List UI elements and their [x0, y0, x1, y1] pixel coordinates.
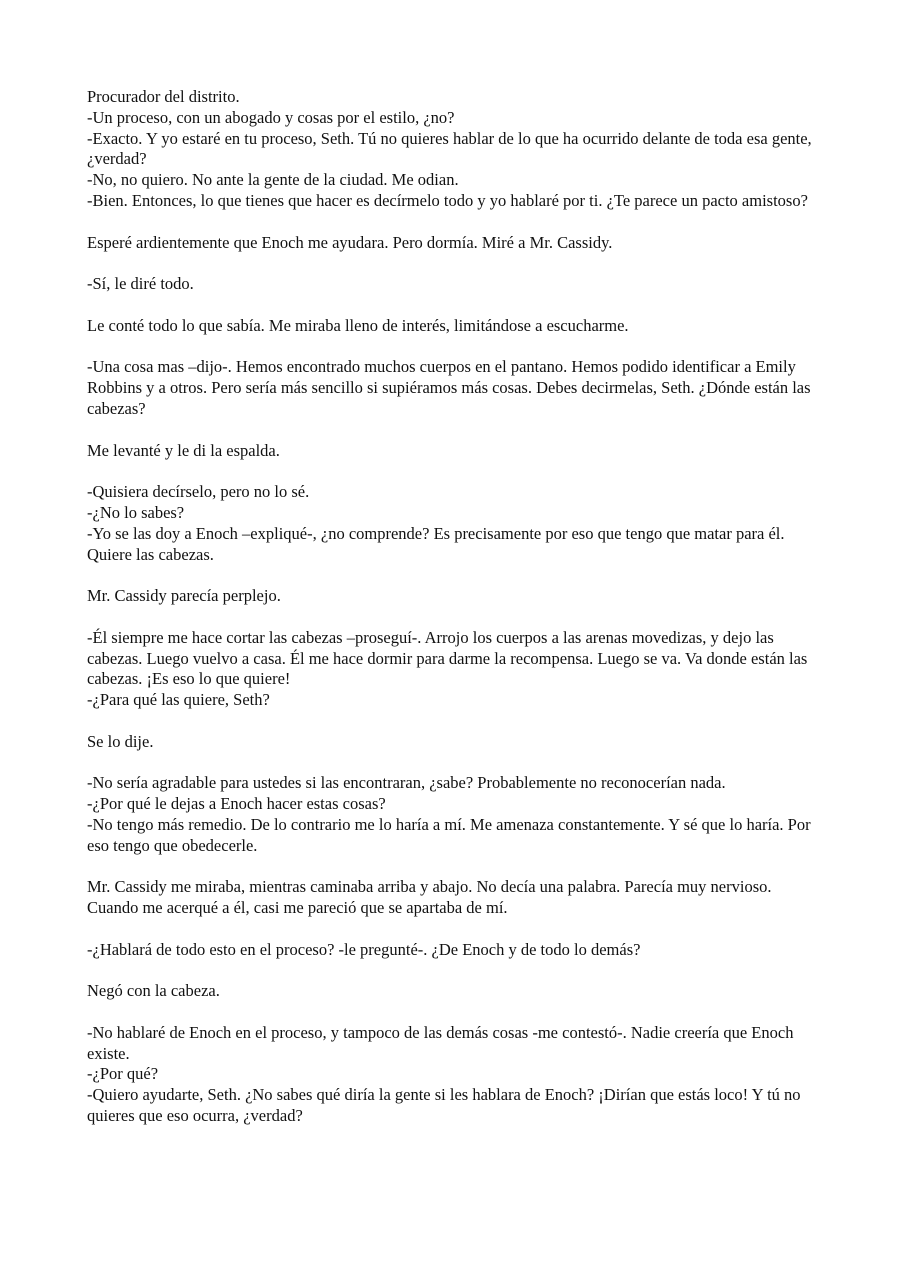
- text-line: -¿Por qué le dejas a Enoch hacer estas cosas?: [87, 794, 386, 814]
- text-line: -¿Para qué las quiere, Seth?: [87, 690, 270, 710]
- text-line: Mr. Cassidy me miraba, mientras caminaba arriba y abajo. No decía una palabra. Parecía muy nervioso. Cuando me acerqué a él, casi me pareció que se apartaba de mí.: [87, 877, 772, 918]
- text-line: -Exacto. Y yo estaré en tu proceso, Seth. Tú no quieres hablar de lo que ha ocurrido delante de toda esa gente, ¿verdad?: [87, 128, 812, 169]
- text-line: Mr. Cassidy parecía perplejo.: [87, 586, 281, 606]
- paragraph: [87, 357, 819, 419]
- paragraph: [87, 482, 819, 565]
- text-line: -No hablaré de Enoch en el proceso, y tampoco de las demás cosas -me contestó-. Nadie creería que Enoch existe.: [87, 1022, 794, 1063]
- text-line: -Un proceso, con un abogado y cosas por el estilo, ¿no?: [87, 107, 455, 127]
- paragraph: [87, 441, 819, 462]
- text-line: -No tengo más remedio. De lo contrario me lo haría a mí. Me amenaza constantemente. Y sé que lo haría. Por eso tengo que obedecerle.: [87, 814, 811, 855]
- paragraph: [87, 233, 819, 254]
- text-line: -No sería agradable para ustedes si las encontraran, ¿sabe? Probablemente no reconocerían nada.: [87, 773, 726, 793]
- text-line: -Yo se las doy a Enoch –expliqué-, ¿no comprende? Es precisamente por eso que tengo que matar para él. Quiere las cabezas.: [87, 523, 785, 564]
- text-line: Esperé ardientemente que Enoch me ayudara. Pero dormía. Miré a Mr. Cassidy.: [87, 232, 613, 252]
- text-line: -¿Hablará de todo esto en el proceso? -le pregunté-. ¿De Enoch y de todo lo demás?: [87, 939, 641, 959]
- text-line: -Él siempre me hace cortar las cabezas –proseguí-. Arrojo los cuerpos a las arenas movedizas, y dejo las cabezas. Luego vuelvo a casa. Él me hace dormir para darme la recompensa. Luego se va. Va donde están las cabezas. ¡Es eso lo que quiere!: [87, 627, 808, 689]
- paragraph: [87, 87, 819, 212]
- text-line: Le conté todo lo que sabía. Me miraba lleno de interés, limitándose a escucharme.: [87, 315, 629, 335]
- text-line: -Quisiera decírselo, pero no lo sé.: [87, 482, 310, 502]
- paragraph: [87, 586, 819, 607]
- paragraph: [87, 773, 819, 856]
- text-line: -¿Por qué?: [87, 1064, 159, 1084]
- text-line: -Bien. Entonces, lo que tienes que hacer es decírmelo todo y yo hablaré por ti. ¿Te parece un pacto amistoso?: [87, 190, 808, 210]
- text-line: -Quiero ayudarte, Seth. ¿No sabes qué diría la gente si les hablara de Enoch? ¡Dirían que estás loco! Y tú no quieres que eso ocurra, ¿verdad?: [87, 1085, 801, 1126]
- text-line: -Sí, le diré todo.: [87, 274, 194, 294]
- paragraph: [87, 628, 819, 711]
- paragraph: [87, 732, 819, 753]
- paragraph: [87, 877, 819, 919]
- text-line: -¿No lo sabes?: [87, 502, 185, 522]
- text-line: Negó con la cabeza.: [87, 981, 220, 1001]
- paragraph: [87, 981, 819, 1002]
- text-line: -No, no quiero. No ante la gente de la ciudad. Me odian.: [87, 170, 459, 190]
- paragraph: [87, 1023, 819, 1127]
- text-line: -Una cosa mas –dijo-. Hemos encontrado muchos cuerpos en el pantano. Hemos podido identificar a Emily Robbins y a otros. Pero sería más sencillo si supiéramos más cosas. Debes decirmelas, Seth. ¿Dónde están las cabezas?: [87, 357, 811, 418]
- paragraph: [87, 940, 819, 961]
- text-line: Me levanté y le di la espalda.: [87, 440, 280, 460]
- document-page: [87, 87, 819, 1148]
- text-line: Procurador del distrito.: [87, 87, 240, 106]
- paragraph: [87, 274, 819, 295]
- text-line: Se lo dije.: [87, 731, 154, 751]
- paragraph: [87, 316, 819, 337]
